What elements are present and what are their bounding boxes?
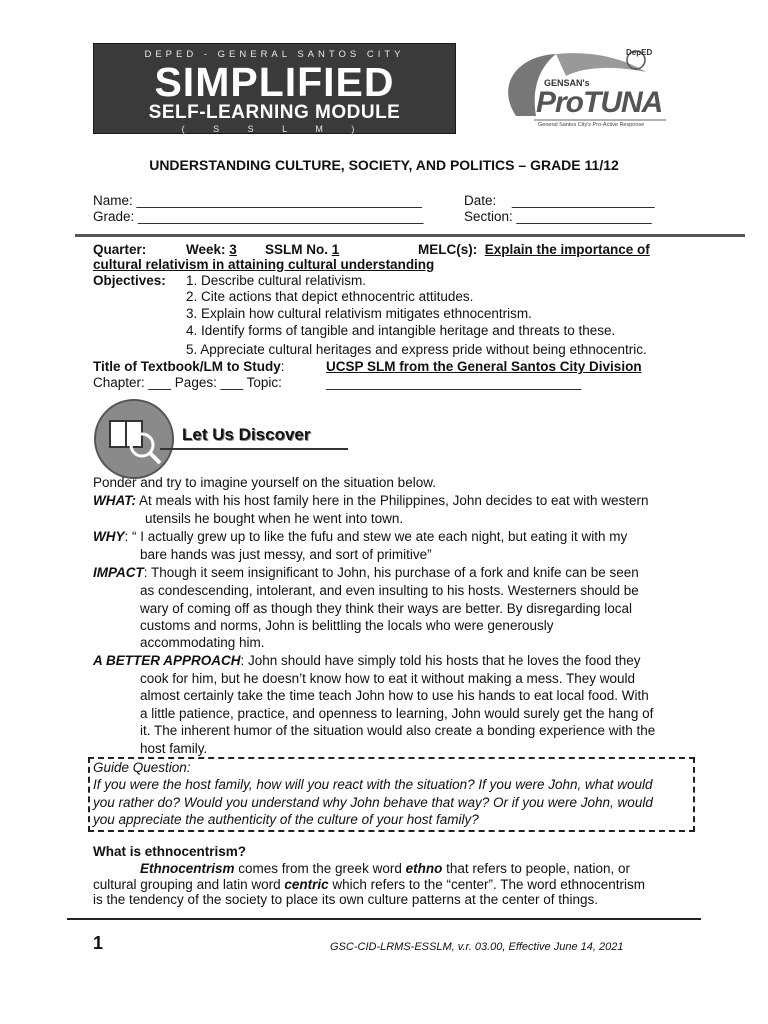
objective-item: 1. Describe cultural relativism. xyxy=(186,273,367,288)
what-paragraph: WHAT: At meals with his host family here in the Philippines, John decides to eat with western xyxy=(93,493,649,508)
better-line: it. The inherent humor of the situation would also create a bonding experience with the xyxy=(140,723,656,738)
textbook-value: UCSP SLM from the General Santos City Division xyxy=(326,359,642,374)
ethnocentrism-line-3: is the tendency of the society to place its own culture patterns at the center of things. xyxy=(93,892,599,907)
quarter-label: Quarter: xyxy=(93,242,147,257)
objectives-label: Objectives: xyxy=(93,273,166,288)
module-banner xyxy=(93,43,456,134)
protuna-logo xyxy=(486,46,676,130)
impact-line: customs and norms, John is belittling the locals who were generously xyxy=(140,618,554,633)
date-field[interactable] xyxy=(464,192,654,209)
grade-blank: ______________________________________ xyxy=(138,209,424,224)
impact-line: wary of coming off as though they think their ways are better. By disregarding local xyxy=(140,601,633,616)
grade-field[interactable] xyxy=(93,208,423,225)
impact-line: as condescending, intolerant, and even insulting to his hosts. Westerners should be xyxy=(140,583,639,598)
name-blank: ______________________________________ xyxy=(136,193,422,208)
ethnocentrism-line-1: Ethnocentrism comes from the greek word ethno that refers to people, nation, or xyxy=(140,861,630,876)
date-label: Date: xyxy=(464,193,497,208)
why-line-2: bare hands was just messy, and sort of primitive” xyxy=(140,547,432,562)
guide-line: you appreciate the authenticity of the culture of your host family? xyxy=(93,812,479,827)
better-line: a little patience, practice, and openness to learning, John would surely get the hang of xyxy=(140,706,654,721)
objective-item: 4. Identify forms of tangible and intangible heritage and threats to these. xyxy=(186,323,616,338)
objective-item: 3. Explain how cultural relativism mitigates ethnocentrism. xyxy=(186,306,532,321)
section-label: Section: xyxy=(464,209,513,224)
week-info: Week: 3 xyxy=(186,242,237,257)
guide-label: Guide Question: xyxy=(93,760,191,775)
footer-divider xyxy=(67,918,701,920)
better-line: cook for him, but he doesn’t know how to eat it without making a mess. They would xyxy=(140,671,636,686)
discover-icon xyxy=(94,399,174,479)
topic-blank: __________________________________ xyxy=(326,375,582,390)
header-divider xyxy=(75,234,745,237)
melc-text-2: cultural relativism in attaining cultural understanding xyxy=(93,257,435,272)
ethnocentrism-line-2: cultural grouping and latin word centric which refers to the “center”. The word ethnocentrism xyxy=(93,877,646,892)
document-title: UNDERSTANDING CULTURE, SOCIETY, AND POLITICS – GRADE 11/12 xyxy=(149,157,619,173)
name-label: Name: xyxy=(93,193,133,208)
discover-heading: Let Us Discover xyxy=(182,425,311,444)
discover-underline xyxy=(160,448,348,450)
sslm-info: SSLM No. 1 xyxy=(265,242,340,257)
logo-tagline: General Santos City's Pro-Active Response xyxy=(538,122,645,128)
better-approach-paragraph: A BETTER APPROACH: John should have simply told his hosts that he loves the food they xyxy=(93,653,641,668)
melc-text-1: Explain the importance of xyxy=(484,242,650,257)
banner-module: SELF-LEARNING MODULE xyxy=(148,102,401,123)
melc-info: MELC(s): Explain the importance of xyxy=(418,242,650,257)
week-value: 3 xyxy=(229,242,237,257)
footer-code: GSC-CID-LRMS-ESSLM, v.r. 03.00, Effective June 14, 2021 xyxy=(330,941,624,953)
ethnocentrism-heading: What is ethnocentrism? xyxy=(93,844,247,859)
section-field[interactable] xyxy=(464,208,652,225)
section-blank: __________________ xyxy=(516,209,652,224)
better-line: host family. xyxy=(140,741,208,756)
discover-intro: Ponder and try to imagine yourself on the situation below. xyxy=(93,475,436,490)
impact-paragraph: IMPACT: Though it seem insignificant to John, his purchase of a fork and knife can be seen xyxy=(93,565,639,580)
guide-line: you rather do? Would you understand why John behave that way? Or if you were John, would xyxy=(93,795,653,810)
guide-line: If you were the host family, how will you react with the situation? If you were John, what would xyxy=(93,777,653,792)
better-line: almost certainly take the time teach John how to use his hands to eat local food. With xyxy=(140,688,649,703)
sslm-value: 1 xyxy=(331,242,340,257)
banner-division: DEPED - GENERAL SANTOS CITY xyxy=(144,49,405,60)
logo-protuna: ProTUNA xyxy=(536,86,663,119)
objective-item: 5. Appreciate cultural heritages and express pride without being ethnocentric. xyxy=(186,342,647,357)
banner-simplified: SIMPLIFIED xyxy=(154,59,395,105)
objective-item: 2. Cite actions that depict ethnocentric attitudes. xyxy=(186,289,474,304)
chapter-line: Chapter: ___ Pages: ___ Topic: xyxy=(93,375,282,390)
grade-label: Grade: xyxy=(93,209,135,224)
deped-logo-text: DepED xyxy=(626,48,653,57)
logo-brand: GENSAN's xyxy=(544,78,590,88)
name-field[interactable] xyxy=(93,192,422,209)
page-number: 1 xyxy=(93,933,104,953)
book-magnifier-icon xyxy=(96,401,172,477)
why-paragraph: WHY: “ I actually grew up to like the fufu and stew we ate each night, but eating it with my xyxy=(93,529,628,544)
impact-line: accommodating him. xyxy=(140,635,265,650)
what-line-2: utensils he bought when he went into town. xyxy=(145,511,404,526)
date-blank: ___________________ xyxy=(511,193,655,208)
textbook-label: Title of Textbook/LM to Study: xyxy=(93,359,285,374)
banner-sslm: ( S S L M ) xyxy=(181,124,368,134)
